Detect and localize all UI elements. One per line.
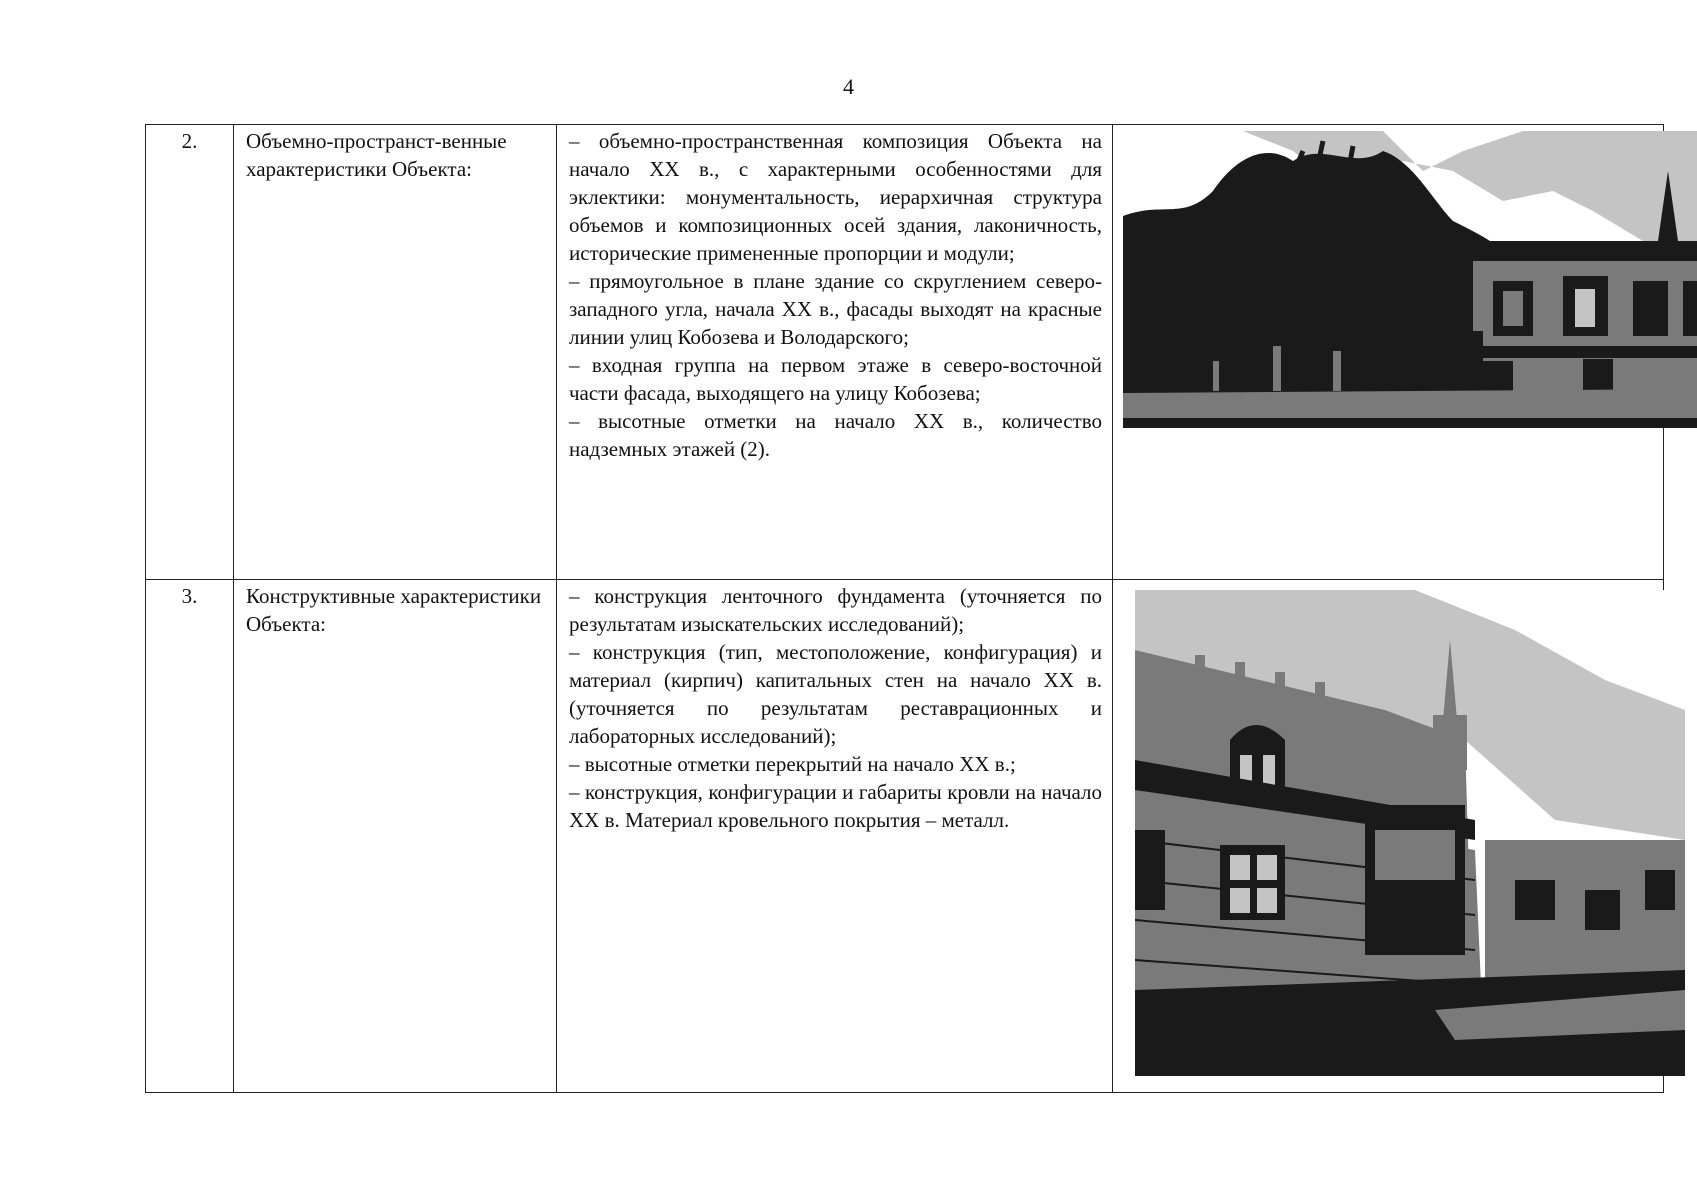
description-item: – конструкция (тип, местоположение, конфигурация) и материал (кирпич) капитальных стен на начало XX в. (уточняется по результатам реставрационных и лабораторных исследований); — [569, 640, 1102, 748]
photo-cell — [1113, 125, 1664, 580]
photo-cell — [1113, 580, 1664, 1093]
description-item: – конструкция, конфигурации и габариты кровли на начало XX в. Материал кровельного покрытия – металл. — [569, 780, 1102, 832]
description-item: – высотные отметки перекрытий на начало XX в.; — [569, 752, 1016, 776]
row-description — [557, 125, 1113, 580]
page-number: 4 — [843, 74, 854, 99]
table-row — [146, 580, 1664, 1093]
row-label: Объемно-пространст-венные характеристики Объекта: — [234, 125, 557, 580]
historic-building-photo-icon — [1123, 131, 1697, 428]
row-number: 2. — [146, 125, 234, 580]
row-number: 3. — [146, 580, 234, 1093]
description-item: – объемно-пространственная композиция Объекта на начало XX в., с характерными особенностями для эклектики: монументальность, иерархичная структура объемов и композиционных осей здания, лаконичность, исторические примененные пропорции и модули; — [569, 129, 1102, 265]
row-label: Конструктивные характеристики Объекта: — [234, 580, 557, 1093]
description-item: – прямоугольное в плане здание со скруглением северо-западного угла, начала XX в., фасады выходят на красные линии улиц Кобозева и Володарского; — [569, 269, 1102, 349]
row-description — [557, 580, 1113, 1093]
characteristics-table — [145, 124, 1664, 1093]
description-item: – конструкция ленточного фундамента (уточняется по результатам изыскательских исследований); — [569, 584, 1102, 636]
building-corner-photo-icon — [1135, 590, 1685, 1076]
table-row — [146, 125, 1664, 580]
description-item: – входная группа на первом этаже в северо-восточной части фасада, выходящего на улицу Кобозева; — [569, 353, 1102, 405]
description-item: – высотные отметки на начало XX в., количество надземных этажей (2). — [569, 409, 1102, 461]
